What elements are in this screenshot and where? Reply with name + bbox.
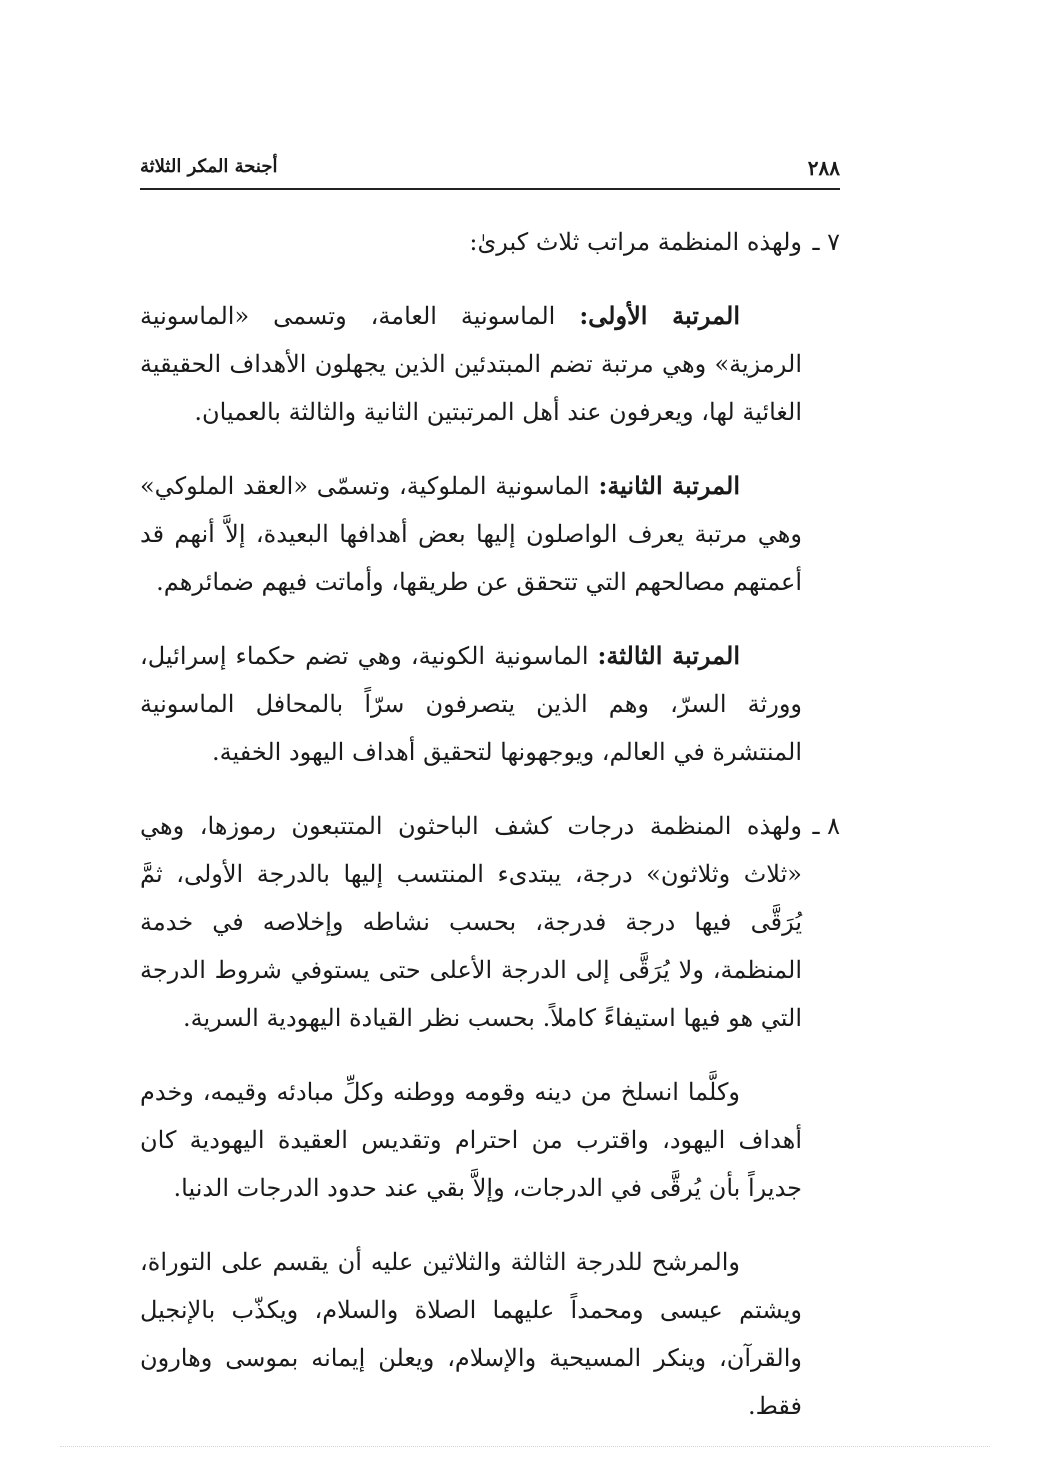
rank-paragraph	[140, 462, 802, 606]
rank-paragraph	[140, 632, 802, 776]
paragraph-group	[140, 1068, 840, 1430]
rank-label: المرتبة الثانية:	[598, 471, 740, 500]
numbered-item-7	[140, 218, 840, 266]
running-header	[140, 150, 840, 186]
rank-label: المرتبة الثالثة:	[597, 641, 740, 670]
body-paragraph: وكلَّما انسلخ من دينه وقومه ووطنه وكلِّ مبادئه وقيمه، وخدم أهداف اليهود، واقترب من احترام وتقديس العقيدة اليهودية كان جديراً بأن يُرقَّى في الدرجات، وإلاَّ بقي عند حدود الدرجات الدنيا.	[140, 1078, 802, 1202]
rank-text: الماسونية الكونية، وهي تضم حكماء إسرائيل، وورثة السرّ، وهم الذين يتصرفون سرّاً بالمحافل الماسونية المنتشرة في العالم، ويوجهونها لتحقيق أهداف اليهود الخفية.	[140, 642, 802, 766]
rank-text: الماسونية العامة، وتسمى «الماسونية الرمزية» وهي مرتبة تضم المبتدئين الذين يجهلون الأهداف الحقيقية الغائية لها، ويعرفون عند أهل المرتبتين الثانية والثالثة بالعميان.	[140, 302, 802, 426]
rank-text: الماسونية الملوكية، وتسمّى «العقد الملوكي» وهي مرتبة يعرف الواصلون إليها بعض أهدافها البعيدة، إلاَّ أنهم قد أعمتهم مصالحهم التي تتحقق عن طريقها، وأماتت فيهم ضمائرهم.	[140, 472, 802, 596]
item-number: ٧ ـ	[812, 228, 840, 256]
body-paragraph: والمرشح للدرجة الثالثة والثلاثين عليه أن يقسم على التوراة، ويشتم عيسى ومحمداً عليهما الصلاة والسلام، ويكذّب بالإنجيل والقرآن، وينكر المسيحية والإسلام، ويعلن إيمانه بموسى وهارون فقط.	[140, 1248, 802, 1420]
item-text: ولهذه المنظمة درجات كشف الباحثون المتتبعون رموزها، وهي «ثلاث وثلاثون» درجة، يبتدىء المنتسب إليها بالدرجة الأولى، ثمَّ يُرَقَّى فيها درجة فدرجة، بحسب نشاطه وإخلاصه في خدمة المنظمة، ولا يُرَقَّى إلى الدرجة الأعلى حتى يستوفي شروط الدرجة التي هو فيها استيفاءً كاملاً. بحسب نظر القيادة اليهودية السرية.	[140, 812, 802, 1032]
rank-list	[140, 292, 840, 776]
item-text: ولهذه المنظمة مراتب ثلاث كبرىٰ:	[469, 228, 802, 256]
rank-label: المرتبة الأولى:	[579, 301, 740, 330]
header-rule	[140, 188, 840, 190]
scan-edge-line	[60, 1446, 990, 1447]
item-number: ٨ ـ	[812, 812, 840, 840]
rank-paragraph	[140, 292, 802, 436]
page-number: ٢٨٨	[807, 156, 840, 180]
body-text	[140, 218, 840, 1456]
numbered-item-8	[140, 802, 840, 1042]
book-title: أجنحة المكر الثلاثة	[140, 156, 278, 177]
